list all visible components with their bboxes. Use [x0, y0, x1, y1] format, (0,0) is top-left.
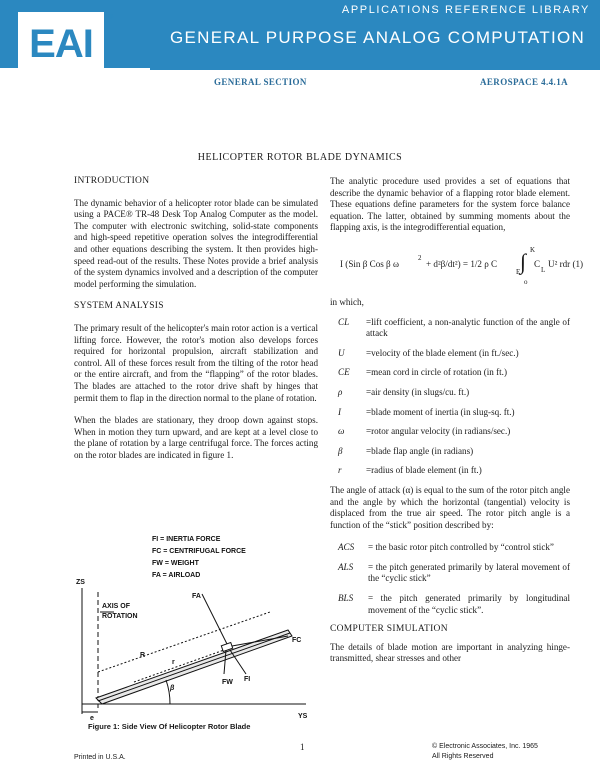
copyright-line-2: All Rights Reserved: [432, 753, 494, 760]
definition-symbol: CL: [338, 316, 350, 327]
pitch-definition: [338, 562, 570, 585]
page-number: 1: [300, 742, 305, 752]
rotor-blade-figure: [74, 532, 314, 722]
equation-sub-e: E: [516, 267, 521, 276]
legend-centrifugal: FC = CENTRIFUGAL FORCE: [152, 548, 246, 555]
legend-inertia: FI = INERTIA FORCE: [152, 536, 221, 543]
definitions-list: [338, 317, 570, 477]
definition-symbol: ACS: [338, 542, 355, 553]
pitch-definition: [338, 593, 570, 616]
r-dimension: [98, 612, 270, 672]
definition-text: =velocity of the blade element (in ft./sec.): [366, 347, 519, 358]
definition-text: =radius of blade element (in ft.): [366, 465, 482, 476]
header-rule: [150, 68, 600, 70]
definition-symbol: BLS: [338, 593, 354, 604]
r-upper-label: R: [140, 652, 146, 659]
definition-text: = the pitch generated primarily by longitudinal movement of the “cyclic stick”.: [368, 593, 570, 615]
axis-label-1: AXIS OF: [102, 603, 131, 610]
registered-mark: ®: [108, 14, 114, 21]
analysis-paragraph-2: When the blades are stationary, they droop down against stops. When in motion they turn upward, and are kept at a level close to the plane of rotation by a large centrifugal force. The forces acting on the rotor blades are indicated in figure 1.: [74, 415, 318, 460]
intro-paragraph: The dynamic behavior of a helicopter rotor blade can be simulated using a PACE® TR-48 Desk Top Analog Computer as the model. The computer with electronic switching, solid-state components and high-speed repetitive operation solves the integrodifferential and other equations describing the system. It then provides high-speed read-out of the results. These Notes provide a brief analysis of the system dynamics involved and a description of the computer model performing the simulation.: [74, 197, 318, 289]
section-label: GENERAL SECTION: [214, 77, 307, 87]
legend-airload: FA = AIRLOAD: [152, 572, 201, 579]
symbol-definition: [338, 387, 570, 399]
eai-logo: EAI: [18, 12, 104, 76]
definition-text: =mean cord in circle of rotation (in ft.): [366, 367, 507, 378]
beta-arc: [166, 680, 170, 704]
right-column: [330, 176, 584, 676]
pitch-definitions-list: [338, 542, 570, 616]
force-balance-equation: [340, 245, 584, 289]
legend-weight: FW = WEIGHT: [152, 560, 199, 567]
symbol-definition: [338, 367, 570, 379]
integral-sign: ∫: [520, 248, 527, 274]
e-label: e: [90, 715, 94, 722]
analysis-paragraph-1: The primary result of the helicopter's main rotor action is a vertical lifting force. However, the rotor's motion also develops forces required for horizontal propulsion, aircraft stabilization and control. All of these forces result from the tilting of the rotor head or the entire aircraft, and from the “flapping” of the rotor blades. The blades are attached to the rotor drive shaft by hinges that permit them to flap in the direction normal to the plane of rotation.: [74, 322, 318, 403]
blade-centerline: [98, 633, 290, 701]
symbol-definition: [338, 426, 570, 438]
definition-text: = the pitch generated primarily by lateral movement of the “cyclic stick”: [368, 561, 570, 584]
definition-text: =rotor angular velocity (in radians/sec.): [366, 426, 511, 437]
axis-label-2: ROTATION: [102, 613, 138, 620]
fi-label: FI: [244, 676, 251, 683]
library-label: APPLICATIONS REFERENCE LIBRARY: [341, 4, 590, 16]
symbol-definition: [338, 446, 570, 458]
fa-label: FA: [192, 593, 201, 600]
pitch-definition: [338, 542, 570, 554]
r-lower-label: r: [172, 659, 175, 666]
definition-symbol: CE: [338, 367, 350, 378]
series-title: GENERAL PURPOSE ANALOG COMPUTATION: [170, 28, 586, 47]
equation-upper-limit: K: [530, 245, 536, 254]
equation-square: 2: [418, 253, 422, 262]
definition-symbol: β: [338, 445, 343, 456]
symbol-definition: [338, 407, 570, 419]
definition-text: =air density (in slugs/cu. ft.): [366, 386, 470, 397]
printed-label: Printed in U.S.A.: [74, 754, 126, 761]
equation-end: U² rdr (1): [548, 258, 584, 269]
procedure-paragraph: The analytic procedure used provides a set of equations that describe the dynamic behavior of a flapping rotor blade element. These equations define parameters for the system force balance equation. The latter, obtained by summing moments about the flapping axis, is the integrodifferential equation,: [330, 176, 570, 233]
simulation-paragraph: The details of blade motion are important in analyzing hinge-transmitted, shear stresses and other: [330, 641, 570, 664]
definition-text: =blade moment of inertia (in slug-sq. ft.): [366, 406, 515, 417]
in-which-label: in which,: [330, 296, 364, 307]
beta-label: β: [170, 685, 175, 692]
definition-symbol: I: [338, 406, 342, 417]
angle-of-attack-paragraph: The angle of attack (α) is equal to the sum of the rotor pitch angle and the angle by which the horizontal (tangential) velocity is displaced from the true air speed. The rotor pitch angle is a function of the “stick” position described by:: [330, 484, 570, 530]
copyright: [432, 742, 538, 762]
fa-arrow: [202, 594, 227, 644]
equation-sub-l: L: [541, 265, 546, 274]
document-number: AEROSPACE 4.4.1A: [480, 77, 568, 87]
symbol-definition: [338, 317, 570, 340]
symbol-definition: [338, 348, 570, 360]
definition-text: =blade flap angle (in radians): [366, 445, 474, 456]
symbol-definition: [338, 465, 570, 477]
definition-text: = the basic rotor pitch controlled by “control stick”: [368, 542, 554, 553]
equation-lhs: I (Sin β Cos β ω: [340, 258, 399, 269]
equation-mid: + d²β/dt²) = 1/2 ρ C: [426, 258, 498, 269]
fc-label: FC: [292, 637, 302, 644]
equation-lower-limit: o: [524, 277, 528, 286]
definition-symbol: ALS: [338, 561, 354, 572]
ys-label: YS: [298, 713, 308, 720]
definition-text: =lift coefficient, a non-analytic function of the angle of attack: [366, 316, 570, 339]
definition-symbol: U: [338, 347, 345, 358]
copyright-line-1: © Electronic Associates, Inc. 1965: [432, 743, 538, 750]
figure-caption: Figure 1: Side View Of Helicopter Rotor Blade: [88, 722, 251, 731]
page-title: HELICOPTER ROTOR BLADE DYNAMICS: [197, 152, 403, 163]
fw-label: FW: [222, 679, 233, 686]
definition-symbol: ρ: [338, 386, 343, 397]
left-column: [74, 176, 318, 472]
definition-symbol: r: [338, 465, 342, 476]
definition-symbol: ω: [338, 426, 345, 437]
simulation-heading: COMPUTER SIMULATION: [330, 624, 448, 635]
equation-rhs: C: [534, 258, 541, 269]
zs-label: ZS: [76, 579, 85, 586]
analysis-heading: SYSTEM ANALYSIS: [74, 301, 164, 312]
intro-heading: INTRODUCTION: [74, 176, 150, 186]
